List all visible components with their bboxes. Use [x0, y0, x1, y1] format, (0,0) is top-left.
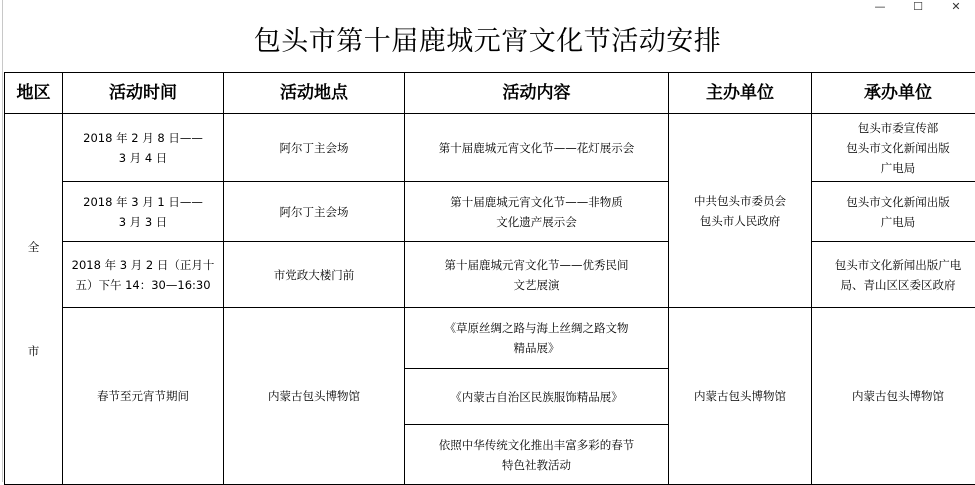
- header-venue: 活动地点: [224, 73, 405, 114]
- organizer-cell: 内蒙古包头博物馆: [669, 308, 812, 485]
- header-row: [5, 73, 975, 114]
- region-cell: [5, 114, 63, 485]
- host-line: 局、青山区区委区政府: [816, 275, 975, 295]
- venue-cell: 阿尔丁主会场: [224, 114, 405, 182]
- time-cell: [63, 242, 224, 308]
- content-line: 依照中华传统文化推出丰富多彩的春节: [409, 435, 664, 455]
- region-char: 市: [9, 334, 58, 368]
- content-line: 第十届鹿城元宵文化节——花灯展示会: [409, 138, 664, 158]
- time-cell: [63, 114, 224, 182]
- content-line: 《内蒙古自治区民族服饰精品展》: [409, 387, 664, 407]
- time-cell: 春节至元宵节期间: [63, 308, 224, 485]
- host-line: 广电局: [816, 158, 975, 178]
- host-cell: [812, 242, 975, 308]
- table-row: [5, 114, 975, 182]
- region-char: 全: [9, 230, 58, 264]
- host-line: 包头市文化新闻出版: [816, 192, 975, 212]
- host-cell: [812, 182, 975, 242]
- content-line: 第十届鹿城元宵文化节——非物质: [409, 192, 664, 212]
- time-line: 五）下午 14：30—16:30: [67, 275, 219, 295]
- content-cell: [405, 242, 669, 308]
- table-row: [5, 182, 975, 242]
- header-region: 地区: [5, 73, 63, 114]
- close-icon[interactable]: ✕: [937, 0, 975, 14]
- content-cell: [405, 369, 669, 425]
- content-cell: [405, 114, 669, 182]
- content-line: 《草原丝绸之路与海上丝绸之路文物: [409, 318, 664, 338]
- header-host: 承办单位: [812, 73, 975, 114]
- content-cell: [405, 308, 669, 369]
- content-line: 第十届鹿城元宵文化节——优秀民间: [409, 255, 664, 275]
- table-row: [5, 308, 975, 369]
- organizer-line: 包头市人民政府: [673, 211, 807, 231]
- organizer-line: 中共包头市委员会: [673, 191, 807, 211]
- organizer-cell: [669, 114, 812, 308]
- schedule-table: [4, 72, 975, 485]
- content-line: 精品展》: [409, 338, 664, 358]
- time-line: 3 月 4 日: [67, 148, 219, 168]
- host-line: 包头市文化新闻出版广电: [816, 255, 975, 275]
- time-line: 2018 年 2 月 8 日——: [67, 128, 219, 148]
- maximize-icon[interactable]: ☐: [899, 0, 937, 14]
- time-line: 3 月 3 日: [67, 212, 219, 232]
- header-content: 活动内容: [405, 73, 669, 114]
- venue-cell: 内蒙古包头博物馆: [224, 308, 405, 485]
- host-cell: [812, 114, 975, 182]
- content-line: 文化遗产展示会: [409, 212, 664, 232]
- venue-cell: 市党政大楼门前: [224, 242, 405, 308]
- content-cell: [405, 425, 669, 485]
- venue-cell: 阿尔丁主会场: [224, 182, 405, 242]
- host-line: 包头市委宣传部: [816, 118, 975, 138]
- header-organizer: 主办单位: [669, 73, 812, 114]
- time-line: 2018 年 3 月 1 日——: [67, 192, 219, 212]
- content-line: 特色社教活动: [409, 455, 664, 475]
- page-title: 包头市第十届鹿城元宵文化节活动安排: [0, 20, 975, 64]
- time-cell: [63, 182, 224, 242]
- table-row: [5, 242, 975, 308]
- minimize-icon[interactable]: —: [861, 0, 899, 14]
- header-time: 活动时间: [63, 73, 224, 114]
- content-line: 文艺展演: [409, 275, 664, 295]
- time-line: 2018 年 3 月 2 日（正月十: [67, 255, 219, 275]
- host-cell: 内蒙古包头博物馆: [812, 308, 975, 485]
- host-line: 包头市文化新闻出版: [816, 138, 975, 158]
- host-line: 广电局: [816, 212, 975, 232]
- content-cell: [405, 182, 669, 242]
- window-controls: [861, 0, 975, 14]
